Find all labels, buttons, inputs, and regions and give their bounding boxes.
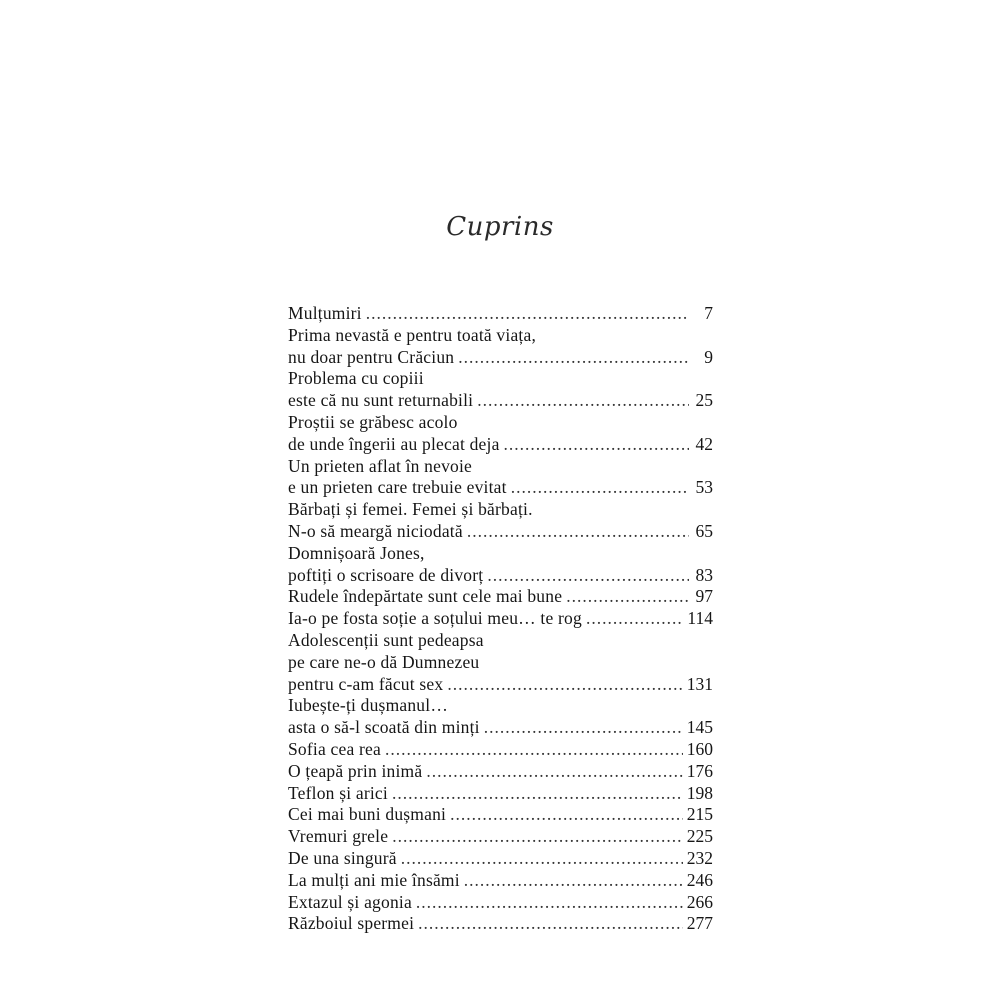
dot-leader bbox=[450, 804, 683, 826]
dot-leader bbox=[511, 477, 689, 499]
table-of-contents bbox=[288, 303, 713, 935]
toc-page-number: 160 bbox=[686, 738, 713, 759]
toc-entry-line bbox=[288, 695, 713, 717]
toc-entry bbox=[288, 586, 713, 608]
toc-entry-title: N-o să meargă niciodată bbox=[288, 520, 463, 541]
toc-page-number: 83 bbox=[695, 564, 713, 585]
toc-page-number: 97 bbox=[695, 586, 713, 607]
toc-page-number: 145 bbox=[686, 717, 713, 738]
toc-entry-line bbox=[288, 477, 713, 499]
toc-entry-title: Ia-o pe fosta soție a soțului meu… te rog bbox=[288, 608, 582, 629]
toc-entry bbox=[288, 848, 713, 870]
toc-entry-line bbox=[288, 521, 713, 543]
dot-leader bbox=[477, 390, 689, 412]
dot-leader bbox=[467, 521, 689, 543]
toc-page-number: 65 bbox=[695, 520, 713, 541]
dot-leader bbox=[464, 870, 683, 892]
toc-page-number: 25 bbox=[695, 390, 713, 411]
toc-entry-line bbox=[288, 586, 713, 608]
toc-entry-line bbox=[288, 630, 713, 652]
dot-leader bbox=[484, 717, 683, 739]
toc-entry-title: Mulțumiri bbox=[288, 303, 362, 323]
toc-entry-title: Un prieten aflat în nevoie bbox=[288, 455, 473, 476]
toc-entry-title: nu doar pentru Crăciun bbox=[288, 346, 455, 367]
toc-entry-title: Rudele îndepărtate sunt cele mai bune bbox=[288, 586, 563, 607]
toc-entry-line bbox=[288, 804, 713, 826]
toc-entry-title: este că nu sunt returnabili bbox=[288, 390, 474, 411]
toc-entry-title: Prima nevastă e pentru toată viața, bbox=[288, 324, 537, 345]
toc-entry-line bbox=[288, 826, 713, 848]
toc-entry bbox=[288, 913, 713, 935]
toc-entry-title: La mulți ani mie însămi bbox=[288, 869, 460, 890]
page-title: Cuprins bbox=[446, 212, 554, 242]
toc-entry-line bbox=[288, 717, 713, 739]
toc-entry-line bbox=[288, 347, 713, 369]
toc-page-number: 176 bbox=[686, 760, 713, 781]
toc-entry bbox=[288, 303, 713, 325]
toc-entry bbox=[288, 695, 713, 739]
toc-entry-line bbox=[288, 848, 713, 870]
toc-entry-line bbox=[288, 565, 713, 587]
toc-page-number: 232 bbox=[686, 847, 713, 868]
toc-entry-line bbox=[288, 652, 713, 674]
toc-entry-title: pentru c-am făcut sex bbox=[288, 673, 444, 694]
toc-entry bbox=[288, 325, 713, 369]
dot-leader bbox=[366, 303, 689, 325]
toc-entry bbox=[288, 543, 713, 587]
toc-entry-title: Sofia cea rea bbox=[288, 738, 381, 759]
dot-leader bbox=[392, 826, 683, 848]
toc-entry-title: pe care ne-o dă Dumnezeu bbox=[288, 651, 480, 672]
toc-entry bbox=[288, 783, 713, 805]
toc-entry-line bbox=[288, 303, 713, 325]
toc-entry bbox=[288, 761, 713, 783]
toc-page-number: 131 bbox=[686, 673, 713, 694]
toc-entry-line bbox=[288, 368, 713, 390]
toc-entry bbox=[288, 630, 713, 695]
toc-page-number: 266 bbox=[686, 891, 713, 912]
toc-entry-line bbox=[288, 412, 713, 434]
toc-entry-line bbox=[288, 870, 713, 892]
toc-entry-line bbox=[288, 499, 713, 521]
dot-leader bbox=[566, 586, 689, 608]
toc-entry-line bbox=[288, 913, 713, 935]
toc-entry bbox=[288, 368, 713, 412]
toc-entry-line bbox=[288, 608, 713, 630]
toc-page-number: 198 bbox=[686, 782, 713, 803]
toc-entry bbox=[288, 870, 713, 892]
toc-entry-line bbox=[288, 325, 713, 347]
dot-leader bbox=[504, 434, 689, 456]
toc-entry bbox=[288, 412, 713, 456]
dot-leader bbox=[385, 739, 683, 761]
dot-leader bbox=[586, 608, 683, 630]
toc-entry-title: e un prieten care trebuie evitat bbox=[288, 477, 507, 498]
dot-leader bbox=[401, 848, 683, 870]
toc-entry-title: Vremuri grele bbox=[288, 826, 389, 847]
toc-entry-title: Extazul și agonia bbox=[288, 891, 412, 912]
toc-entry-title: O țeapă prin inimă bbox=[288, 760, 423, 781]
toc-entry-line bbox=[288, 434, 713, 456]
toc-page-number: 277 bbox=[686, 913, 713, 934]
dot-leader bbox=[426, 761, 682, 783]
toc-entry bbox=[288, 499, 713, 543]
toc-entry-title: Teflon și arici bbox=[288, 782, 388, 803]
dot-leader bbox=[487, 565, 689, 587]
toc-entry-title: Adolescenții sunt pedeapsa bbox=[288, 629, 484, 650]
toc-entry bbox=[288, 826, 713, 848]
toc-entry-line bbox=[288, 543, 713, 565]
toc-page-number: 42 bbox=[695, 433, 713, 454]
toc-entry bbox=[288, 608, 713, 630]
toc-page-number: 53 bbox=[695, 477, 713, 498]
toc-entry-title: Problema cu copiii bbox=[288, 368, 424, 389]
toc-page-number: 246 bbox=[686, 869, 713, 890]
toc-page-number: 215 bbox=[686, 804, 713, 825]
toc-entry-title: Domnișoară Jones, bbox=[288, 542, 425, 563]
toc-entry bbox=[288, 892, 713, 914]
toc-page-number: 114 bbox=[687, 608, 713, 629]
toc-page-number: 225 bbox=[686, 826, 713, 847]
toc-entry-title: Iubește-ți dușmanul… bbox=[288, 695, 449, 716]
toc-entry-title: Proștii se grăbesc acolo bbox=[288, 411, 458, 432]
toc-page-number: 7 bbox=[704, 303, 713, 323]
dot-leader bbox=[392, 783, 683, 805]
toc-entry-line bbox=[288, 892, 713, 914]
toc-entry bbox=[288, 456, 713, 500]
toc-entry-line bbox=[288, 456, 713, 478]
toc-entry-title: poftiți o scrisoare de divorț bbox=[288, 564, 484, 585]
toc-entry bbox=[288, 739, 713, 761]
toc-page-number: 9 bbox=[704, 346, 713, 367]
toc-entry-line bbox=[288, 674, 713, 696]
dot-leader bbox=[418, 913, 683, 935]
toc-entry-title: de unde îngerii au plecat deja bbox=[288, 433, 500, 454]
toc-entry-title: De una singură bbox=[288, 847, 397, 868]
toc-entry-line bbox=[288, 390, 713, 412]
toc-entry-title: asta o să-l scoată din minți bbox=[288, 717, 480, 738]
toc-entry-title: Cei mai buni dușmani bbox=[288, 804, 447, 825]
toc-entry-title: Bărbați și femei. Femei și bărbați. bbox=[288, 499, 533, 520]
toc-entry-line bbox=[288, 739, 713, 761]
toc-entry-line bbox=[288, 761, 713, 783]
toc-entry-line bbox=[288, 783, 713, 805]
toc-entry bbox=[288, 804, 713, 826]
dot-leader bbox=[416, 892, 683, 914]
dot-leader bbox=[458, 347, 689, 369]
toc-entry-title: Războiul spermei bbox=[288, 913, 415, 934]
dot-leader bbox=[447, 674, 682, 696]
